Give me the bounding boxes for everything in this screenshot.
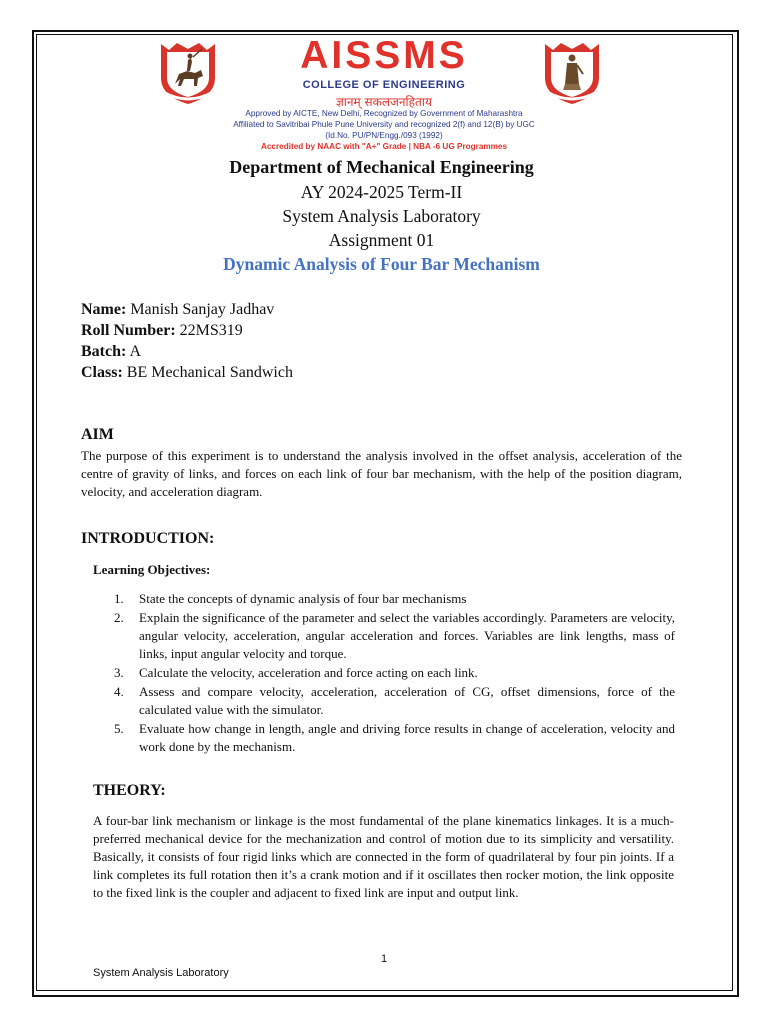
class-label: Class: [81,364,123,381]
student-name-row [81,300,274,320]
list-item [114,590,675,608]
assignment-number: Assignment 01 [328,230,435,250]
name-label: Name: [81,301,127,318]
lab-name: System Analysis Laboratory [282,206,481,226]
roll-label: Roll Number: [81,322,176,339]
list-item [114,720,675,756]
batch-label: Batch: [81,343,127,360]
list-number: 5. [114,721,124,736]
learning-objectives-heading: Learning Objectives: [93,562,211,577]
roll-number: 22MS319 [179,322,243,339]
batch-value: A [129,343,142,360]
theory-heading: THEORY: [93,782,166,799]
list-number: 3. [114,665,124,680]
roll-number-row [81,321,243,341]
id-line: (Id.No. PU/PN/Engg./093 (1992) [325,131,443,140]
page-number: 1 [380,953,388,965]
aim-paragraph: The purpose of this experiment is to understand the analysis involved in the offset analysis, acceleration of the centre of gravity of links, and forces on each link of four bar mechanism, with the help of the position diagram, velocity, and acceleration diagram. [81,448,682,499]
list-item [114,664,675,682]
class-row [81,363,293,383]
accreditation-line: Accredited by NAAC with "A+" Grade | NBA -6 UG Programmes [260,142,508,151]
list-text: Calculate the velocity, acceleration and force acting on each link. [139,665,478,680]
list-number: 2. [114,610,124,625]
list-text: State the concepts of dynamic analysis of four bar mechanisms [139,591,467,606]
student-name: Manish Sanjay Jadhav [130,301,275,318]
footer-text: System Analysis Laboratory [93,967,229,979]
department-title: Department of Mechanical Engineering [229,157,534,177]
affiliation-line: Affiliated to Savitribai Phule Pune University and recognized 2(f) and 12(B) by UGC [233,120,535,129]
theory-paragraph: A four-bar link mechanism or linkage is the most fundamental of the plane kinematics linkages. It is a much-preferred mechanical device for the mechanization and control of motion due to its simplicity and versatility. Basically, it consists of four rigid links which are connected in the form of quadrilateral by four pin joints. If a link completes its full rotation then it’s a crank motion and if it oscillates then rocker motion, the link opposite to the fixed link is the coupler and adjacent to fixed link are input and output link. [93,813,674,900]
list-number: 4. [114,684,124,699]
list-text: Evaluate how change in length, angle and driving force results in change of acceleration, velocity and work done by the mechanism. [139,721,675,754]
college-subtitle: COLLEGE OF ENGINEERING [302,79,466,91]
list-text: Explain the significance of the parameter and select the variables accordingly. Parameters are velocity, angular velocity, acceleration, angular acceleration and forces. Variables are link lengths, mass of links, input angular velocity and torque. [139,610,675,661]
batch-row [81,342,141,362]
college-motto: ज्ञानम् सकलजनहिताय [336,95,432,109]
list-text: Assess and compare velocity, acceleration, acceleration of CG, offset dimensions, force of the calculated value with the simulator. [139,684,675,717]
class-value: BE Mechanical Sandwich [126,364,293,381]
introduction-heading: INTRODUCTION: [81,530,215,547]
academic-year: AY 2024-2025 Term-II [300,182,463,202]
aim-heading: AIM [81,426,114,443]
list-item [114,609,675,663]
assignment-topic: Dynamic Analysis of Four Bar Mechanism [223,254,540,274]
learning-objectives-list [114,590,675,757]
college-brand-name: AISSMS [300,34,468,77]
list-number: 1. [114,591,124,606]
approval-line: Approved by AICTE, New Delhi, Recognized by Government of Maharashtra [245,109,523,118]
list-item [114,683,675,719]
